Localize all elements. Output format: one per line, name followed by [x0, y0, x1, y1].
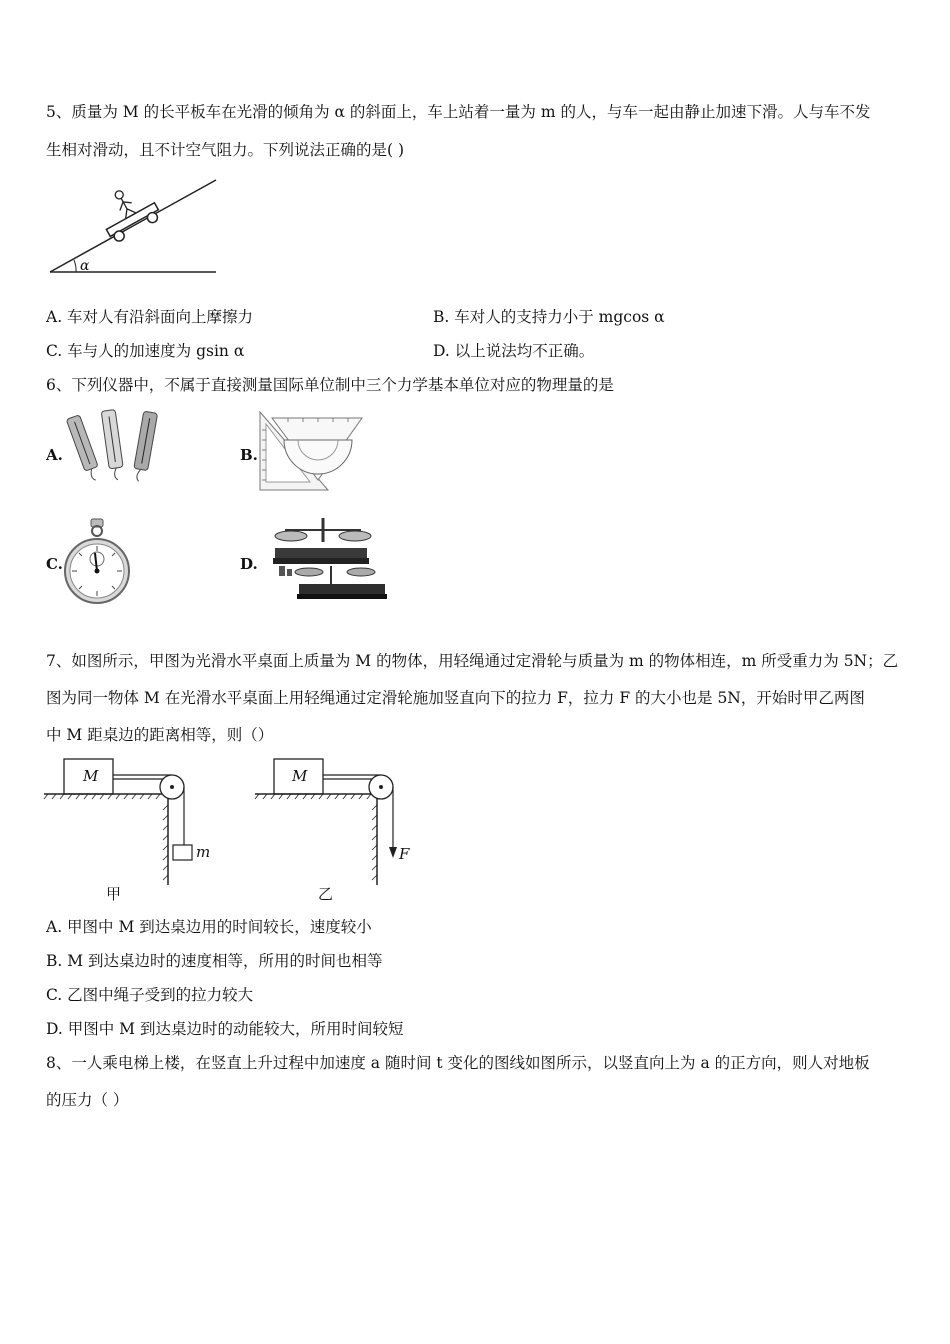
- pulley-figure-right: [255, 757, 425, 887]
- balance-scales-image: [265, 514, 390, 602]
- q6-label-d: D.: [240, 555, 258, 573]
- q7-stem-line2: 图为同一物体 M 在光滑水平桌面上用轻绳通过定滑轮施加竖直向下的拉力 F，拉力 F 的大小也是 5N，开始时甲乙两图: [46, 689, 865, 707]
- hanging-mass-label: m: [196, 843, 211, 861]
- q7-stem-line1: 7、如图所示，甲图为光滑水平桌面上质量为 M 的物体，用轻绳通过定滑轮与质量为 m 的物体相连，m 所受重力为 5N；乙: [46, 652, 899, 670]
- rulers-protractor-image: [258, 410, 366, 492]
- q8-stem-line2: 的压力（ ）: [46, 1091, 129, 1109]
- q7-option-c: C. 乙图中绳子受到的拉力较大: [46, 986, 254, 1004]
- stopwatch-image: [62, 517, 132, 607]
- q5-stem-line1: 5、质量为 M 的长平板车在光滑的倾角为 α 的斜面上，车上站着一量为 m 的人，与车一起由静止加速下滑。人与车不发: [46, 103, 871, 121]
- q5-option-c: C. 车与人的加速度为 gsin α: [46, 342, 245, 360]
- q6-label-c: C.: [46, 555, 63, 573]
- q8-stem-line1: 8、一人乘电梯上楼，在竖直上升过程中加速度 a 随时间 t 变化的图线如图所示，以竖直向上为 a 的正方向，则人对地板: [46, 1054, 870, 1072]
- q7-option-b: B. M 到达桌边时的速度相等，所用的时间也相等: [46, 952, 383, 970]
- pulley-figure-left: [44, 757, 224, 887]
- angle-label: α: [80, 258, 90, 274]
- q6-label-b: B.: [240, 446, 258, 464]
- q7-stem-line3: 中 M 距桌边的距离相等，则（）: [46, 726, 274, 744]
- q5-stem-line2: 生相对滑动，且不计空气阻力。下列说法正确的是( ): [46, 141, 405, 159]
- q5-option-d: D. 以上说法均不正确。: [433, 342, 595, 360]
- q6-stem: 6、下列仪器中，不属于直接测量国际单位制中三个力学基本单位对应的物理量的是: [46, 376, 614, 394]
- force-f-label: F: [399, 845, 410, 863]
- figure-left-caption: 甲: [106, 885, 122, 903]
- block-m-left-label: M: [83, 767, 99, 785]
- q7-option-d: D. 甲图中 M 到达桌边时的动能较大，所用时间较短: [46, 1020, 404, 1038]
- q6-label-a: A.: [46, 446, 63, 464]
- block-m-right-label: M: [292, 767, 308, 785]
- figure-right-caption: 乙: [318, 885, 334, 903]
- q5-option-a: A. 车对人有沿斜面向上摩擦力: [46, 308, 254, 326]
- spring-scales-image: [64, 410, 164, 490]
- q7-option-a: A. 甲图中 M 到达桌边用的时间较长，速度较小: [46, 918, 372, 936]
- incline-figure: [46, 176, 226, 276]
- q5-option-b: B. 车对人的支持力小于 mgcos α: [433, 308, 665, 326]
